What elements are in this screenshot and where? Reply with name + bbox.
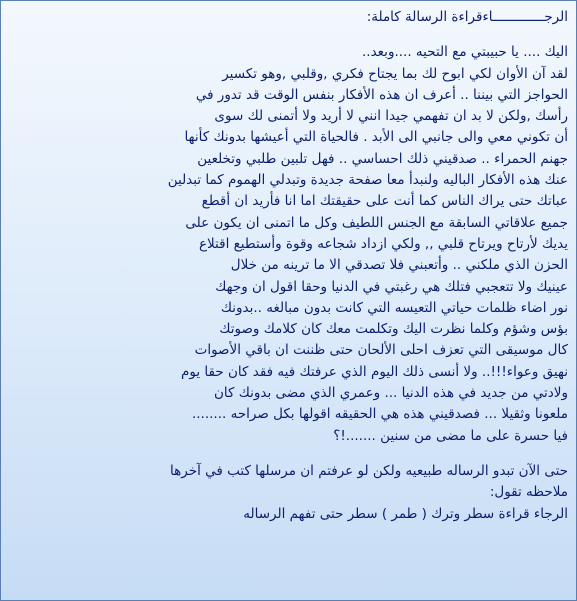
letter-line: عينيك ولا تتعجبي فتلك هي رغبتي في الدنيا وحقا اقول ان وجهك: [215, 278, 568, 295]
letter-line: فيا حسرة على ما مضى من سنين .......!؟: [333, 427, 568, 444]
letter-line: كال موسيقى التي تعزف احلى الألحان حتى ظننت ان باقي الأصوات: [194, 342, 568, 359]
letter-line: نور اضاء ظلمات حياتي التعيسه التي كانت بدون مبالغه ..بدونك: [220, 299, 568, 316]
letter-line: يديك لأرتاح ويرتاح قلبي ,, ولكي ازداد شجاعه وقوة وأستطيع اقتلاع: [198, 235, 568, 252]
letter-line: أن تكوني معي والى جانبي الى الأبد . فالحياة التي أعيشها بدونك كأنها: [184, 129, 568, 146]
letter-title: الرجـــــــــــــاءقراءة الرسالة كاملة:: [366, 9, 568, 25]
letter-line: رأسك ,ولكن لا بد ان تفهمي جيدا انني لا أريد ولا أتمنى لك سوى: [214, 108, 568, 125]
letter-line: لقد آن الأوان لكي ابوح لك بما يجتاح فكري ,وقلبي ,وهو تكسير: [222, 65, 568, 82]
letter-line: ولادتي من جديد في هذه الدنيا ... وعمري الذي مضى بدونك كان: [213, 385, 568, 402]
footer-line: الرجاء قراءة سطر وترك ( طمر ) سطر حتى تفهم الرساله: [243, 505, 568, 522]
letter-line: عنك هذه الأفكار الباليه ولنبدأ معا صفحة جديدة وتبدلي الهموم كما تبدلين: [167, 172, 568, 189]
letter-line: بؤس وشؤم وكلما نظرت اليك وتكلمت معك كان كلامك وصوتك: [219, 321, 568, 338]
footer-line: حتى الآن تبدو الرساله طبيعيه ولكن لو عرفتم ان مرسلها كتب في آخرها: [170, 462, 568, 479]
letter-line: نهيق وعواء!!!.. ولا أنسى ذلك اليوم الذي عرفتك فيه فقد كان حقا يوم: [181, 363, 568, 380]
letter-line: الحواجز التي بيننا .. أعرف ان هذه الأفكار بنفس الوقت قد تدور في: [195, 86, 568, 103]
letter-line: جميع علاقاتي السابقة مع الجنس اللطيف وكل ما اتمنى ان يكون على: [185, 214, 568, 231]
letter-line: عباتك حتى يراك الناس كما أنت على حقيقتك اما انا فأريد ان أقطع: [201, 193, 568, 210]
letter-line: ملعونا وثقيلا ... فصدقيني هذه هي الحقيقه اقولها بكل صراحه ........: [191, 406, 568, 423]
letter-line: جهنم الحمراء .. صدقيني ذلك احساسي .. فهل تلبين طلبي وتخلعين: [197, 150, 568, 167]
spacer: [9, 447, 568, 461]
footer-line: ملاحظه تقول:: [489, 484, 568, 501]
spacer: [9, 28, 568, 42]
letter-line: الحزن الذي ملكني .. وأتعبني فلا تصدقي الا ما ترينه من خلال: [230, 257, 568, 274]
letter-content: [9, 7, 568, 525]
letter-line: اليك .... يا حبيبتي مع التحيه ....وبعد..: [362, 44, 568, 61]
